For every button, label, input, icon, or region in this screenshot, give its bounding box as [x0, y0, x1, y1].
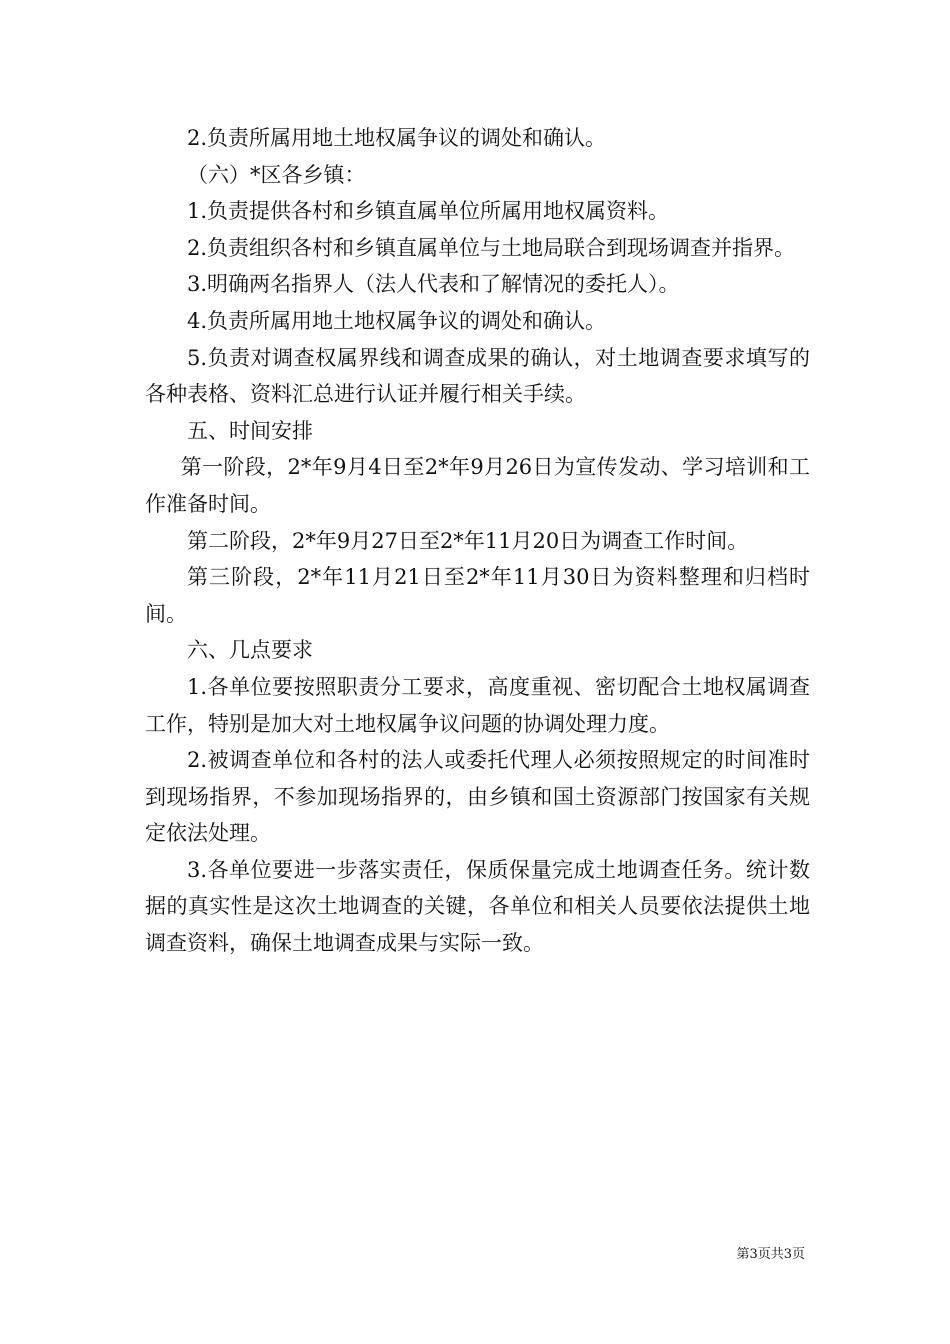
- section-heading-requirements: 六、几点要求: [187, 638, 313, 663]
- paragraph-designate-persons: 3.明确两名指界人（法人代表和了解情况的委托人）。: [187, 272, 680, 297]
- paragraph-stage-one: 第一阶段，2*年9月4日至2*年9月26日为宣传发动、学习培训和工作准备时间。: [145, 455, 810, 516]
- paragraph-organize-survey: 2.负责组织各村和乡镇直属单位与土地局联合到现场调查并指界。: [187, 235, 796, 260]
- paragraph-requirement-two: 2.被调查单位和各村的法人或委托代理人必须按照规定的时间准时到现场指界，不参加现场指界的，由乡镇和国土资源部门按国家有关规定依法处理。: [145, 748, 810, 846]
- page-number: 第3页共3页: [736, 1247, 805, 1262]
- paragraph-requirement-three: 3.各单位要进一步落实责任，保质保量完成土地调查任务。统计数据的真实性是这次土地调查的关键，各单位和相关人员要依法提供土地调查资料，确保土地调查成果与实际一致。: [145, 857, 810, 956]
- section-heading-schedule: 五、时间安排: [187, 418, 313, 443]
- paragraph-dispute-confirmation: 4.负责所属用地土地权属争议的调处和确认。: [187, 308, 607, 333]
- paragraph-confirm-results: 5.负责对调查权属界线和调查成果的确认，对土地调查要求填写的各种表格、资料汇总进行认证并履行相关手续。: [145, 345, 810, 407]
- section-heading-townships: （六）*区各乡镇：: [187, 162, 366, 187]
- paragraph-stage-two: 第二阶段，2*年9月27日至2*年11月20日为调查工作时间。: [187, 528, 749, 553]
- paragraph-requirement-one: 1.各单位要按照职责分工要求，高度重视、密切配合土地权属调查工作，特别是加大对土地权属争议问题的协调处理力度。: [145, 674, 810, 736]
- paragraph-provide-data: 1.负责提供各村和乡镇直属单位所属用地权属资料。: [187, 199, 670, 224]
- paragraph-stage-three: 第三阶段，2*年11月21日至2*年11月30日为资料整理和归档时间。: [145, 565, 810, 626]
- paragraph-dispute-mediation: 2.负责所属用地土地权属争议的调处和确认。: [187, 126, 607, 150]
- document-body: [145, 120, 810, 962]
